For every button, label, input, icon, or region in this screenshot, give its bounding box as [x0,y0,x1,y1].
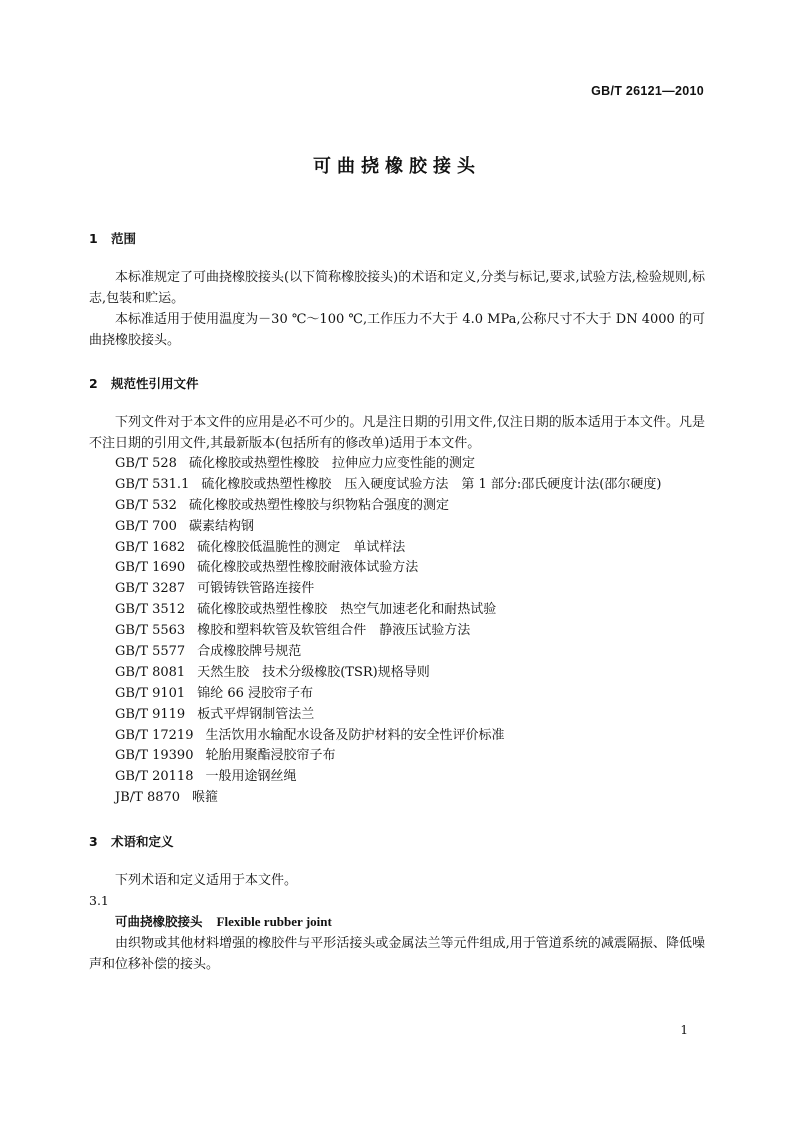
reference-code: GB/T 19390 [115,748,194,764]
reference-code: GB/T 1690 [115,560,186,576]
reference-title: 硫化橡胶或热塑性橡胶耐液体试验方法 [197,560,419,576]
reference-title: 碳素结构钢 [188,518,254,534]
reference-item [89,517,705,538]
reference-title: 生活饮用水输配水设备及防护材料的安全性评价标准 [205,727,505,743]
term-definition: 由织物或其他材料增强的橡胶件与平形活接头或金属法兰等元件组成,用于管道系统的减震隔振、降低噪声和位移补偿的接头。 [89,936,705,973]
section-3-number: 3 [89,834,98,850]
reference-item [89,788,705,809]
reference-item [89,642,705,663]
reference-item [89,600,705,621]
page-number: 1 [680,1023,688,1037]
reference-code: GB/T 700 [115,518,177,534]
reference-code: JB/T 8870 [115,790,181,806]
reference-code: GB/T 5563 [115,623,186,639]
reference-code: GB/T 528 [115,456,177,471]
reference-title: 天然生胶 技术分级橡胶(TSR)规格导则 [197,664,430,680]
reference-code: GB/T 531.1 [115,476,190,492]
reference-title: 橡胶和塑料软管及软管组合件 静液压试验方法 [197,623,471,639]
reference-item [89,558,705,579]
reference-item [89,496,705,517]
section-2-number: 2 [89,376,98,391]
reference-code: GB/T 3512 [115,602,186,618]
references-intro: 下列文件对于本文件的应用是必不可少的。凡是注日期的引用文件,仅注日期的版本适用于本文件。凡是不注日期的引用文件,其最新版本(包括所有的修改单)适用于本文件。 [89,415,705,451]
section-1-heading [89,228,705,249]
document-body [89,228,705,975]
reference-code: GB/T 3287 [115,581,186,597]
reference-item [89,767,705,788]
section-2-title: 规范性引用文件 [111,376,199,391]
document-title: 可曲挠橡胶接头 [313,156,481,177]
reference-title: 合成橡胶牌号规范 [197,644,302,660]
reference-code: GB/T 9119 [115,706,186,722]
reference-code: GB/T 532 [115,497,177,513]
reference-title: 一般用途钢丝绳 [205,769,297,785]
reference-title: 锦纶 66 浸胶帘子布 [197,685,314,701]
reference-item [89,475,705,496]
term-number: 3.1 [89,893,109,909]
reference-list [89,454,705,809]
reference-item [89,684,705,705]
terms-intro: 下列术语和定义适用于本文件。 [115,873,298,889]
reference-item [89,579,705,600]
reference-code: GB/T 8081 [115,664,186,680]
standard-number: GB/T 26121—2010 [591,84,704,98]
section-2-heading [89,373,705,394]
reference-item [89,726,705,747]
reference-code: GB/T 20118 [115,769,194,785]
reference-item [89,746,705,767]
reference-title: 可锻铸铁管路连接件 [197,581,315,597]
reference-code: GB/T 9101 [115,685,186,701]
reference-code: GB/T 5577 [115,644,186,660]
reference-title: 硫化橡胶或热塑性橡胶与织物粘合强度的测定 [188,497,449,513]
reference-item [89,454,705,475]
term-name-cn: 可曲挠橡胶接头 [115,914,203,930]
reference-title: 硫化橡胶低温脆性的测定 单试样法 [197,539,406,555]
reference-title: 硫化橡胶或热塑性橡胶 热空气加速老化和耐热试验 [197,602,497,618]
reference-title: 喉箍 [192,790,219,806]
reference-title: 硫化橡胶或热塑性橡胶 压入硬度试验方法 第 1 部分:邵氏硬度计法(邵尔硬度) [201,476,662,492]
term-heading [89,911,705,933]
scope-paragraph-1: 本标准规定了可曲挠橡胶接头(以下简称橡胶接头)的术语和定义,分类与标记,要求,试验方法,检验规则,标志,包装和贮运。 [89,270,705,306]
reference-code: GB/T 1682 [115,539,186,555]
reference-item [89,663,705,684]
scope-paragraph-2: 本标准适用于使用温度为－30 ℃～100 ℃,工作压力不大于 4.0 MPa,公称尺寸不大于 DN 4000 的可曲挠橡胶接头。 [89,312,705,348]
section-1-title: 范围 [111,231,137,246]
reference-code: GB/T 17219 [115,727,194,743]
section-3-title: 术语和定义 [111,834,174,850]
reference-item [89,538,705,559]
reference-title: 硫化橡胶或热塑性橡胶 拉伸应力应变性能的测定 [188,456,475,471]
reference-item [89,621,705,642]
term-name-en: Flexible rubber joint [216,914,332,930]
reference-item [89,705,705,726]
reference-title: 轮胎用聚酯浸胶帘子布 [205,748,336,764]
section-3-heading [89,831,705,852]
section-1-number: 1 [89,231,98,246]
reference-title: 板式平焊钢制管法兰 [197,706,315,722]
